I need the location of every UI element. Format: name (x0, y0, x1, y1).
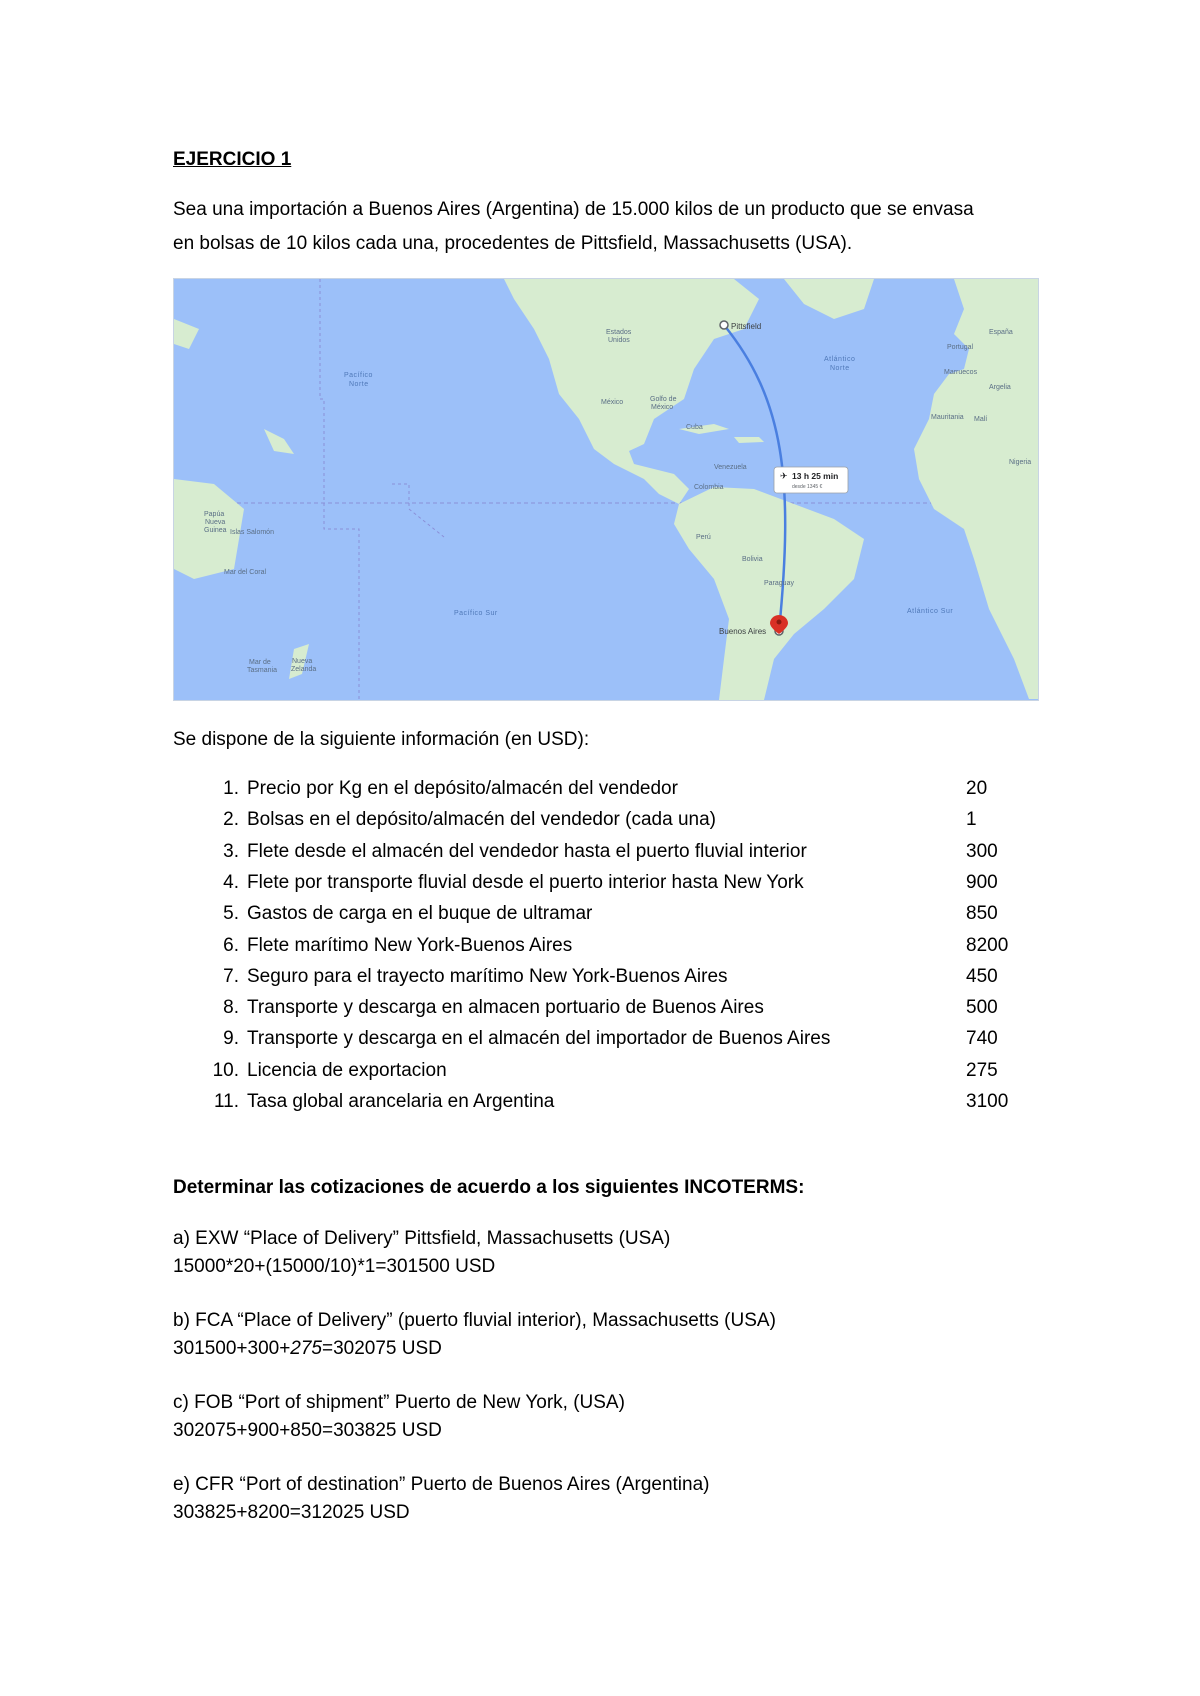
list-item (207, 996, 1027, 1020)
map-label: Zelanda (291, 666, 317, 673)
map-label: Colombia (694, 484, 724, 491)
list-item (207, 808, 1027, 832)
item-value: 8200 (966, 935, 1009, 956)
map-label: Argelia (989, 384, 1011, 391)
map-label: Golfo de (650, 396, 677, 403)
destination-label: Buenos Aires (719, 627, 767, 636)
answer-a-calc: 15000*20+(15000/10)*1=301500 USD (173, 1256, 496, 1277)
item-value: 275 (966, 1060, 998, 1081)
map-label: Marruecos (944, 369, 978, 376)
map-label: Norte (830, 365, 850, 372)
item-value: 500 (966, 997, 998, 1018)
route-map (173, 278, 1039, 701)
answer-b-calc (173, 1337, 442, 1361)
map-label: Paraguay (764, 580, 794, 587)
map-label: Perú (696, 534, 711, 541)
item-label: Precio por Kg en el depósito/almacén del vendedor (247, 778, 678, 799)
list-item (207, 902, 1027, 926)
map-label: Mauritania (931, 414, 964, 421)
map-label: Islas Salomón (230, 529, 274, 536)
item-number: 11. (213, 1091, 239, 1112)
airplane-icon: ✈ (780, 472, 788, 482)
answer-b-title: b) FCA “Place of Delivery” (puerto fluvial interior), Massachusetts (USA) (173, 1310, 776, 1331)
map-label: Unidos (608, 337, 630, 344)
item-label: Transporte y descarga en almacen portuario de Buenos Aires (247, 997, 764, 1018)
item-number: 4. (223, 872, 239, 893)
item-number: 7. (223, 966, 239, 987)
item-value: 900 (966, 872, 998, 893)
map-label: Nueva (205, 519, 226, 526)
flight-price: desde 1345 € (792, 484, 823, 490)
incoterms-heading: Determinar las cotizaciones de acuerdo a los siguientes INCOTERMS: (173, 1177, 805, 1198)
answer-e-title: e) CFR “Port of destination” Puerto de Buenos Aires (Argentina) (173, 1474, 710, 1495)
map-label: México (601, 399, 624, 406)
answer-a-title: a) EXW “Place of Delivery” Pittsfield, Massachusetts (USA) (173, 1228, 671, 1249)
map-label: Venezuela (714, 464, 747, 471)
item-label: Flete desde el almacén del vendedor hasta el puerto fluvial interior (247, 841, 807, 862)
intro-line-1: Sea una importación a Buenos Aires (Argentina) de 15.000 kilos de un producto que se envasa (173, 199, 974, 220)
item-value: 3100 (966, 1091, 1009, 1112)
map-label: Cuba (686, 424, 703, 431)
list-item (207, 777, 1027, 801)
item-label: Seguro para el trayecto marítimo New York-Buenos Aires (247, 966, 728, 987)
flight-time: 13 h 25 min (792, 471, 839, 481)
map-label: Portugal (947, 344, 974, 351)
answer-c-calc: 302075+900+850=303825 USD (173, 1420, 442, 1441)
item-number: 8. (223, 997, 239, 1018)
map-label: México (651, 404, 674, 411)
item-label: Licencia de exportacion (247, 1060, 447, 1081)
answer-c-title: c) FOB “Port of shipment” Puerto de New York, (USA) (173, 1392, 625, 1413)
item-value: 450 (966, 966, 998, 987)
answer-e-calc: 303825+8200=312025 USD (173, 1502, 410, 1523)
item-number: 3. (223, 841, 239, 862)
info-heading: Se dispone de la siguiente información (en USD): (173, 729, 590, 750)
list-item (207, 1090, 1027, 1114)
answer-b-calc-italic: 275 (290, 1338, 322, 1359)
map-label: Atlántico (824, 356, 856, 363)
list-item (207, 1059, 1027, 1083)
map-label: Papúa (204, 511, 225, 518)
list-item (207, 1027, 1027, 1051)
answer-b-calc-part: 301500+300+ (173, 1338, 291, 1359)
map-label: Pacífico Sur (454, 610, 498, 617)
item-label: Flete por transporte fluvial desde el puerto interior hasta New York (247, 872, 804, 893)
map-label: Pacífico (344, 372, 373, 379)
map-label: Atlántico Sur (907, 608, 954, 615)
answer-b-calc-result: =302075 USD (322, 1338, 442, 1359)
map-label: Bolivia (742, 556, 763, 563)
item-number: 6. (223, 935, 239, 956)
map-label: Tasmania (247, 667, 277, 674)
map-graphic (174, 279, 1038, 700)
map-label: España (989, 329, 1013, 336)
item-value: 740 (966, 1028, 998, 1049)
origin-label: Pittsfield (731, 322, 762, 331)
list-item (207, 965, 1027, 989)
map-label: Nueva (292, 658, 313, 665)
item-value: 850 (966, 903, 998, 924)
intro-line-2: en bolsas de 10 kilos cada una, procedentes de Pittsfield, Massachusetts (USA). (173, 233, 853, 254)
map-label: Estados (606, 329, 632, 336)
item-value: 20 (966, 778, 988, 799)
item-label: Tasa global arancelaria en Argentina (247, 1091, 555, 1112)
origin-marker (720, 321, 728, 329)
item-number: 2. (223, 809, 239, 830)
item-label: Bolsas en el depósito/almacén del vendedor (cada una) (247, 809, 716, 830)
item-label: Gastos de carga en el buque de ultramar (247, 903, 593, 924)
item-number: 10. (212, 1060, 239, 1081)
exercise-title: EJERCICIO 1 (173, 149, 292, 170)
map-label: Nigeria (1009, 459, 1032, 466)
map-label: Mar de (249, 659, 271, 666)
list-item (207, 871, 1027, 895)
item-value: 300 (966, 841, 998, 862)
list-item (207, 934, 1027, 958)
item-value: 1 (966, 809, 977, 830)
list-item (207, 840, 1027, 864)
item-number: 1. (223, 778, 239, 799)
map-label: Norte (349, 381, 369, 388)
item-label: Transporte y descarga en el almacén del importador de Buenos Aires (247, 1028, 831, 1049)
map-label: Malí (974, 416, 988, 423)
item-number: 9. (223, 1028, 239, 1049)
map-label: Guinea (204, 527, 227, 534)
item-label: Flete marítimo New York-Buenos Aires (247, 935, 573, 956)
map-label: Mar del Coral (224, 569, 267, 576)
item-number: 5. (223, 903, 239, 924)
